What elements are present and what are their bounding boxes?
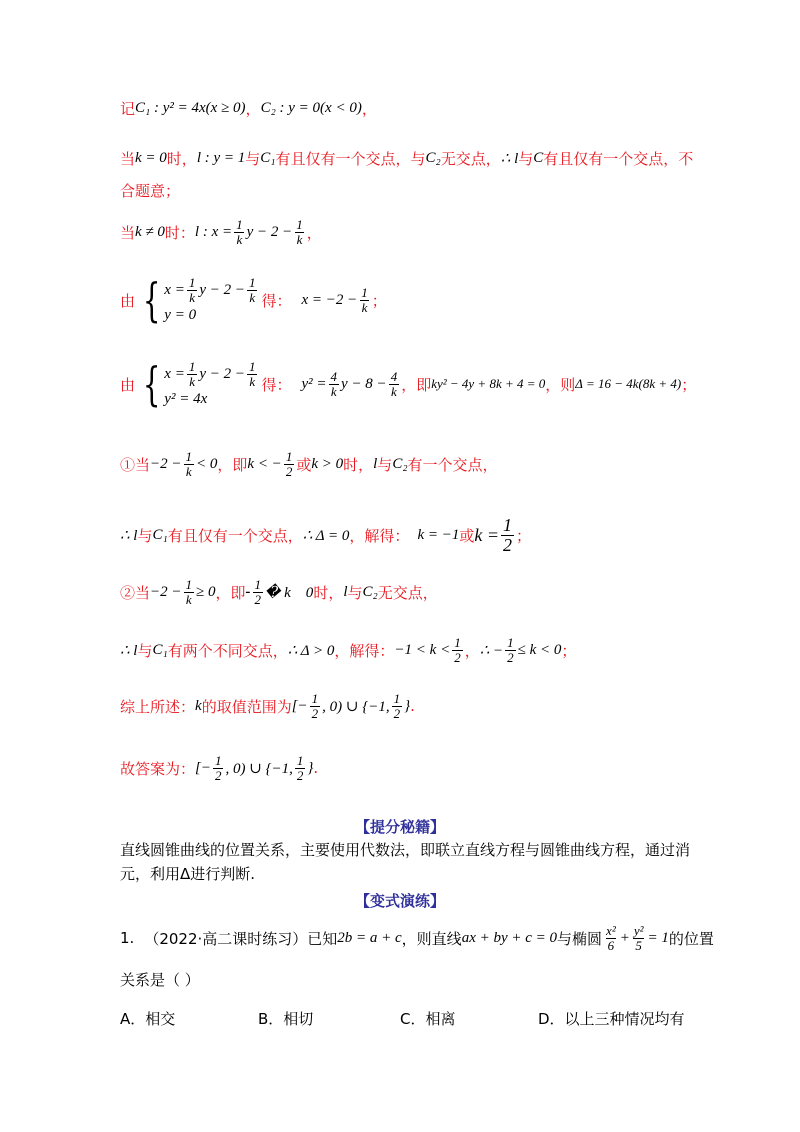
solution-line-4 xyxy=(120,273,387,328)
formula: = 1 xyxy=(647,929,669,946)
formula: < 0 xyxy=(196,455,218,472)
option-a[interactable]: A．相交 xyxy=(120,1010,176,1028)
text: 由 xyxy=(120,291,136,310)
solution-line-2 xyxy=(120,148,693,169)
solution-line-2b xyxy=(120,180,180,201)
text: ②当 xyxy=(120,583,151,602)
text: 有两个不同交点， xyxy=(167,641,288,660)
text: ； xyxy=(516,526,532,545)
solution-line-11 xyxy=(120,754,318,782)
question-1 xyxy=(120,924,714,952)
formula: Δ = 16 − 4k(8k + 4) xyxy=(575,376,682,392)
formula: l xyxy=(373,455,378,472)
text: ， xyxy=(245,100,261,118)
fraction: $\frac{1}{k}$ xyxy=(185,577,193,607)
formula: � k 0 xyxy=(265,584,314,601)
text: 时： xyxy=(164,223,195,242)
text: 时， xyxy=(313,583,344,602)
fraction: $\frac{4}{k}$ xyxy=(330,369,338,399)
formula: l : x = xyxy=(194,223,233,240)
formula: C₂ xyxy=(392,455,408,472)
text: 与 xyxy=(137,641,153,660)
text: 或 xyxy=(459,526,475,545)
formula: [− xyxy=(195,759,211,776)
solution-line-1 xyxy=(120,98,377,119)
formula: ∴ Δ = 0 xyxy=(302,527,350,544)
formula: } xyxy=(404,697,411,714)
fraction: $\frac{1}{2}$ xyxy=(507,635,514,665)
fraction: $\frac{1}{k}$ xyxy=(236,217,243,247)
text: 故答案为： xyxy=(120,759,196,778)
formula: k < − xyxy=(247,455,282,472)
text: 由 xyxy=(120,375,136,394)
tips-heading: 【提分秘籍】 xyxy=(354,818,445,836)
fraction: $\frac{1}{k}$ xyxy=(185,449,193,479)
fraction: $\frac{4}{k}$ xyxy=(390,369,398,399)
text: ，解得： xyxy=(349,526,410,545)
fraction: $\frac{1}{2}$ xyxy=(296,753,304,783)
text: 与椭圆 xyxy=(557,929,603,948)
formula: ∴ l xyxy=(120,642,138,659)
option-d[interactable]: D．以上三种情况均有 xyxy=(538,1010,685,1028)
formula: −2 − xyxy=(150,455,182,472)
fraction: $\frac{1}{2}$ xyxy=(285,449,293,479)
text: ，则 xyxy=(545,375,576,394)
formula: ∴ Δ > 0 xyxy=(287,642,335,659)
solution-line-6 xyxy=(120,450,498,478)
formula: C₁ xyxy=(152,526,168,543)
option-c[interactable]: C．相离 xyxy=(400,1010,456,1028)
text: ，即 xyxy=(401,375,432,394)
solution-line-5 xyxy=(120,357,697,412)
text: 与 xyxy=(347,583,363,602)
formula: ky² − 4y + 8k + 4 = 0 xyxy=(431,376,546,392)
solution-line-3 xyxy=(120,218,322,246)
text: 综上所述： xyxy=(120,697,196,716)
text: ； xyxy=(681,375,697,394)
option-b[interactable]: B．相切 xyxy=(258,1010,314,1028)
text: 与 xyxy=(245,150,261,168)
formula: , 0) ∪ {−1, xyxy=(225,760,293,777)
text: . xyxy=(313,759,319,778)
formula: −1 < k < xyxy=(394,641,451,658)
formula: k xyxy=(195,697,202,714)
text: ，即 xyxy=(215,583,246,602)
formula: l xyxy=(343,583,348,600)
fraction: $\frac{1}{2}$ xyxy=(311,691,319,721)
formula: ∴ l xyxy=(120,527,138,544)
formula: ∴ − xyxy=(479,642,504,659)
text: 合题意； xyxy=(120,182,181,200)
text: 或 xyxy=(296,455,312,474)
fraction: $\frac{1}{2}$ xyxy=(254,577,262,607)
formula: [− xyxy=(291,697,308,714)
tips-body xyxy=(120,838,690,886)
question-1-line-2: 关系是（ ） xyxy=(120,971,200,989)
formula: k = 0 xyxy=(135,150,167,166)
text: 有且仅有一个交点，不 xyxy=(543,150,694,168)
formula: , 0) ∪ {−1, xyxy=(322,698,390,715)
fraction: $\frac{1}{k}$ xyxy=(361,285,368,315)
text: 有一个交点， xyxy=(407,455,498,474)
text: 的位置 xyxy=(668,929,714,948)
formula: C₁ xyxy=(260,150,276,166)
equation-system: { x = $\frac{1}{k}$ y − 2 − $\frac{1}{k}$ y = 0 xyxy=(142,273,256,328)
formula: C₂ : y = 0(x < 0) xyxy=(260,100,362,116)
fraction: $\frac{1}{2}$ xyxy=(214,753,222,783)
formula: x = −2 − xyxy=(301,291,358,308)
formula: l : y = 1 xyxy=(196,150,246,166)
formula: y − 2 − xyxy=(246,223,293,240)
question-source: （2022·高二课时练习）已知 xyxy=(144,929,338,948)
solution-line-8 xyxy=(120,578,438,606)
fraction: $\frac{1}{2}$ xyxy=(454,635,461,665)
text: 与 xyxy=(137,526,153,545)
solution-line-10 xyxy=(120,692,415,720)
text: 的取值范围为 xyxy=(201,697,292,716)
solution-line-7 xyxy=(120,516,531,555)
text: ，即 xyxy=(217,455,248,474)
formula: - xyxy=(245,583,251,600)
text: 无交点， xyxy=(377,583,438,602)
fraction: $\frac{\text{y²}}{5}$ xyxy=(633,923,644,953)
practice-heading: 【变式演练】 xyxy=(354,892,445,910)
formula: C₂ xyxy=(425,150,441,166)
text: 得： xyxy=(261,375,292,394)
question-number: 1. xyxy=(120,929,135,948)
fraction: $\frac{\text{x²}}{6}$ xyxy=(606,923,616,953)
text: 与 xyxy=(377,455,393,474)
text: ， xyxy=(306,223,322,242)
text: 有且仅有一个交点，与 xyxy=(275,150,426,168)
text: 得： xyxy=(261,291,292,310)
formula: k = xyxy=(474,524,499,545)
tips-line-2: 元，利用Δ进行判断. xyxy=(120,865,256,883)
formula: k > 0 xyxy=(311,455,344,472)
text: ； xyxy=(561,641,577,660)
fraction: $\frac{1}{2}$ xyxy=(393,691,401,721)
formula: ax + by + c = 0 xyxy=(461,929,558,946)
text: ， xyxy=(361,100,377,118)
formula: ≥ 0 xyxy=(196,583,216,600)
formula: −2 − xyxy=(150,583,182,600)
formula: ≤ k < 0 xyxy=(517,641,562,658)
text: ，解得： xyxy=(334,641,395,660)
formula: k ≠ 0 xyxy=(135,223,165,240)
text: 与 xyxy=(518,150,534,168)
solution-line-9 xyxy=(120,636,576,664)
text: 无交点， xyxy=(440,150,501,168)
fraction: $\frac{1}{2}$ xyxy=(503,515,512,555)
text: ①当 xyxy=(120,455,151,474)
text: 时， xyxy=(343,455,374,474)
formula: C xyxy=(533,150,544,166)
formula: } xyxy=(307,759,314,776)
tips-line-1: 直线圆锥曲线的位置关系，主要使用代数法，即联立直线方程与圆锥曲线方程，通过消 xyxy=(120,841,691,859)
formula: y² = xyxy=(301,375,327,392)
formula: + xyxy=(619,929,630,946)
text: ， xyxy=(464,641,480,660)
text: . xyxy=(410,697,415,716)
formula: y − 8 − xyxy=(341,375,387,392)
formula: k = −1 xyxy=(417,526,460,543)
text: 时， xyxy=(166,150,197,168)
text: 当 xyxy=(120,150,136,168)
formula: 2b = a + c xyxy=(337,929,402,946)
fraction: $\frac{1}{k}$ xyxy=(296,217,303,247)
formula: C₁ : y² = 4x(x ≥ 0) xyxy=(135,100,246,116)
text: 有且仅有一个交点， xyxy=(167,526,303,545)
formula: C₂ xyxy=(362,583,378,600)
formula: ∴ l xyxy=(500,151,519,167)
equation-system: { x = $\frac{1}{k}$ y − 2 − $\frac{1}{k}$ y² = 4x xyxy=(142,357,256,412)
text: ； xyxy=(371,291,387,310)
text: ，则直线 xyxy=(401,929,462,948)
text: 当 xyxy=(120,223,136,242)
text: 记 xyxy=(120,100,136,118)
formula: C₁ xyxy=(152,641,168,658)
